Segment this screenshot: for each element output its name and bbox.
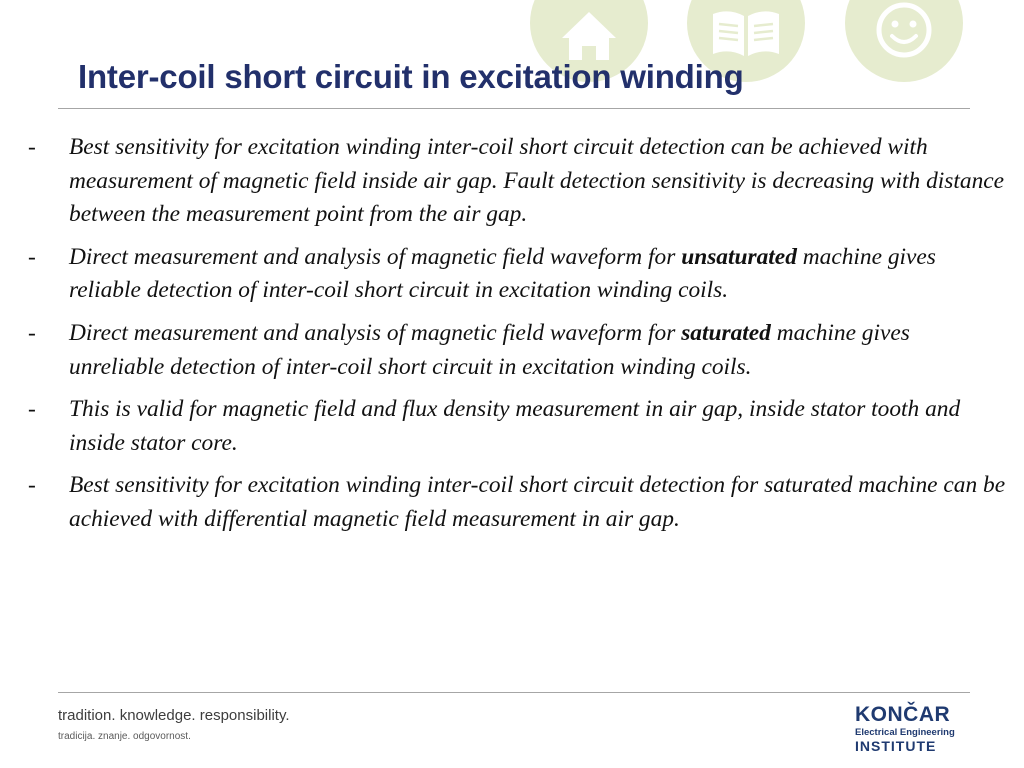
bullet-marker: - (28, 472, 36, 499)
bullet-marker: - (28, 396, 36, 423)
logo-name: KONČAR (855, 703, 951, 726)
footer-tagline: tradition. knowledge. responsibility. (58, 707, 290, 724)
bullet-emphasis: saturated (681, 319, 771, 346)
bullet-item (22, 469, 1007, 536)
bullet-marker: - (28, 319, 36, 346)
bullet-text: Best sensitivity for excitation winding inter-coil short circuit detection for saturated machine can be achieved with differential magnetic field measurement in air gap. (69, 472, 1006, 532)
koncar-logo (855, 704, 973, 753)
bullet-text: Direct measurement and analysis of magnetic field waveform for (69, 319, 682, 346)
bullet-text: Direct measurement and analysis of magnetic field waveform for (69, 243, 682, 270)
bullet-marker: - (28, 134, 36, 160)
bullet-list (22, 131, 1007, 546)
title-divider (58, 108, 970, 109)
smiley-icon (845, 0, 963, 82)
bullet-text: This is valid for magnetic field and flux density measurement in air gap, inside stator tooth and inside stator core. (69, 396, 961, 456)
bullet-text-continued: machine gives unreliable detection of inter-coil short circuit in excitation winding coils. (69, 319, 910, 380)
bullet-item (22, 241, 1007, 308)
footer-divider (58, 692, 970, 693)
logo-subtitle: Electrical Engineering (855, 727, 955, 738)
bullet-marker: - (28, 243, 36, 270)
footer-tagline-local: tradicija. znanje. odgovornost. (58, 731, 191, 742)
bullet-text: Best sensitivity for excitation winding inter-coil short circuit detection can be achieved with measurement of magnetic field inside air gap. Fault detection sensitivity is decreasing with distance between the measurement point from the air gap. (69, 134, 1005, 228)
logo-institute: INSTITUTE (855, 738, 937, 754)
bullet-item (22, 131, 1007, 232)
page-title: Inter-coil short circuit in excitation winding (78, 58, 744, 95)
bullet-item (22, 393, 1007, 460)
bullet-emphasis: unsaturated (681, 243, 797, 270)
bullet-item (22, 317, 1007, 384)
bullet-text-continued: machine gives reliable detection of inter-coil short circuit in excitation winding coils. (69, 243, 936, 304)
